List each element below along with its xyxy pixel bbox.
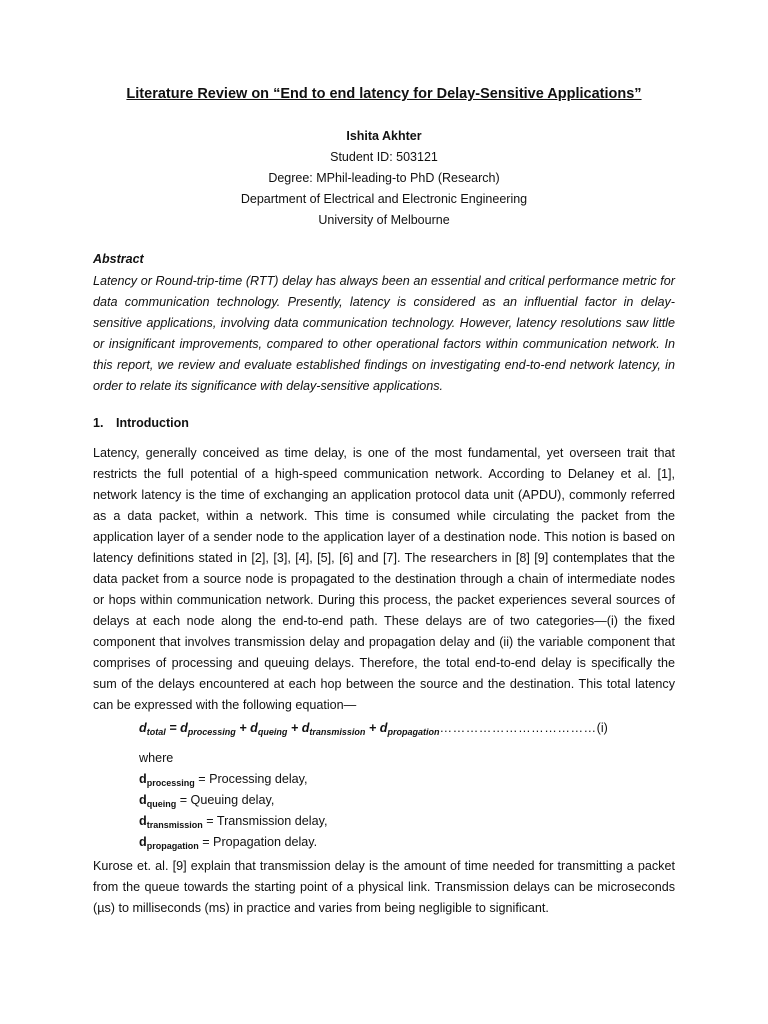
definition-queing: $d_{queing}$ = Queuing delay, <box>139 793 275 809</box>
where-label: where <box>139 751 174 765</box>
where-definitions <box>139 748 327 853</box>
abstract-text: Latency or Round-trip-time (RTT) delay has always been an essential and critical performance metric for data communication technology. Presently, latency is considered as an influential factor in delay-sensitive applications, involving data communication technology. However, latency resolutions saw little or insignificant improvements, compared to other operational factors within communication network. In this report, we review and evaluate established findings on investigating end-to-end network latency, in order to relate its significance with delay-sensitive applications. <box>93 274 675 393</box>
latency-equation: $d_{total} = d_{processing} + d_{queing} + d_{transmission}$ + $d_{propagation}\dots\dots\dots\dots\dots\dots\dots\dots\dots\dots\dots\dots(i)$ <box>139 721 608 737</box>
author-name: Ishita Akhter <box>346 129 422 143</box>
degree: Degree: MPhil-leading-to PhD (Research) <box>268 171 500 185</box>
abstract-heading: Abstract <box>93 252 144 266</box>
department: Department of Electrical and Electronic Engineering <box>240 192 528 206</box>
definition-processing: $d_{processing}$ = Processing delay, <box>139 772 308 788</box>
definition-transmission: $d_{transmission}$ = Transmission delay, <box>139 814 328 830</box>
section-title: Introduction <box>116 416 189 430</box>
student-id: Student ID: 503121 <box>330 150 438 164</box>
university: University of Melbourne <box>318 213 450 227</box>
introduction-paragraph: Latency, generally conceived as time delay, is one of the most fundamental, yet overseen trait that restricts the full potential of a high-speed communication network. According to Delaney et al. [1], network latency is the time of exchanging an application protocol data unit (APDU), commonly referred as a data packet, within a network. This time is consumed while circulating the packet from the application layer of a sender node to the application layer of a destination node. This notion is based on latency definitions stated in [2], [3], [4], [5], [6] and [7]. The researchers in [8] [9] contemplates that the data packet from a source node is propagated to the destination through a chain of intermediate nodes or hops within communication network. During this process, the packet experiences several sources of delays at each node along the end-to-end path. These delays are of two categories—(i) the fixed component that involves transmission delay and propagation delay and (ii) the variable component that comprises of processing and queuing delays. Therefore, the total end-to-end delay is specifically the sum of the delays encountered at each hop between the source and the destination. This total latency can be expressed with the following equation— <box>93 446 675 712</box>
definition-propagation: $d_{propagation}$ = Propagation delay. <box>139 835 318 851</box>
section-number: 1. <box>93 416 104 430</box>
author-block <box>0 126 768 231</box>
equation-leader-dots: ……………………………… <box>439 721 597 735</box>
kurose-paragraph: Kurose et. al. [9] explain that transmission delay is the amount of time needed for transmitting a packet from the queue towards the starting point of a physical link. Transmission delays can be microseconds (µs) to milliseconds (ms) in practice and varies from being negligible to significant. <box>93 859 675 915</box>
equation-number: (i) <box>596 721 608 735</box>
paper-title: Literature Review on “End to end latency for Delay-Sensitive Applications” <box>126 86 642 102</box>
section-heading-introduction <box>93 416 189 430</box>
